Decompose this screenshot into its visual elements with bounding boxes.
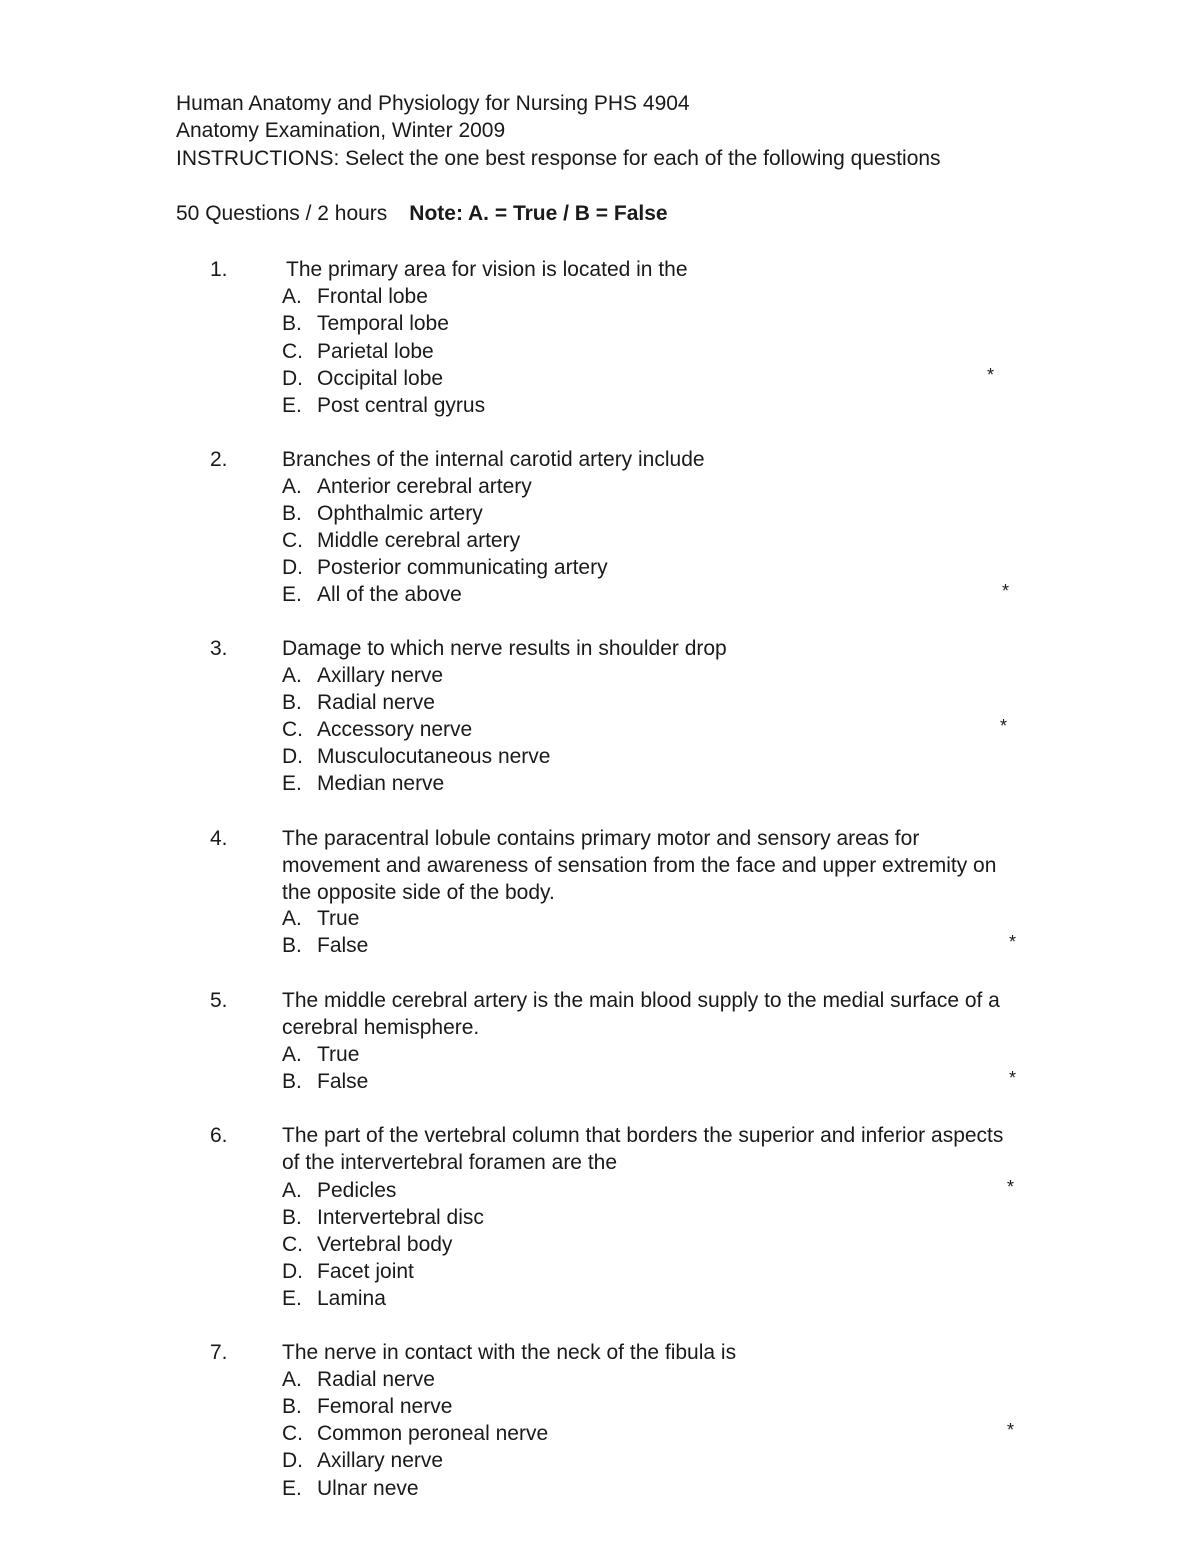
option-text: Parietal lobe xyxy=(317,340,434,363)
option-letter: E. xyxy=(282,583,302,606)
option-text: Radial nerve xyxy=(317,1368,435,1391)
option-text: Intervertebral disc xyxy=(317,1206,484,1229)
option-letter: E. xyxy=(282,772,302,795)
option-letter: C. xyxy=(282,718,303,741)
option-letter: B. xyxy=(282,1395,302,1418)
option-text: Vertebral body xyxy=(317,1233,453,1256)
option-letter: D. xyxy=(282,367,303,390)
option-letter: D. xyxy=(282,745,303,768)
question-text: Branches of the internal carotid artery include xyxy=(282,448,705,471)
option-text: Axillary nerve xyxy=(317,1449,444,1472)
question-number: 4. xyxy=(210,827,228,850)
answer-mark: * xyxy=(1000,716,1008,736)
option-text: False xyxy=(317,934,369,957)
option-letter: A. xyxy=(282,1043,302,1066)
option-text: Occipital lobe xyxy=(317,367,444,390)
option-text: Axillary nerve xyxy=(317,664,444,687)
answer-mark: * xyxy=(1002,581,1010,601)
option-letter: A. xyxy=(282,1179,302,1202)
answer-mark: * xyxy=(987,365,995,385)
question-number: 7. xyxy=(210,1341,228,1364)
exam-title: Anatomy Examination, Winter 2009 xyxy=(176,119,506,142)
question-text: The primary area for vision is located in the xyxy=(286,258,688,281)
option-text: All of the above xyxy=(317,583,462,606)
answer-mark: * xyxy=(1007,1177,1015,1197)
option-letter: A. xyxy=(282,664,302,687)
option-letter: B. xyxy=(282,934,302,957)
option-text: True xyxy=(317,1043,360,1066)
option-text: Facet joint xyxy=(317,1260,414,1283)
option-letter: A. xyxy=(282,1368,302,1391)
option-text: Radial nerve xyxy=(317,691,435,714)
note: Note: A. = True / B = False xyxy=(409,202,668,225)
option-text: Ulnar neve xyxy=(317,1477,419,1500)
option-letter: A. xyxy=(282,285,302,308)
option-letter: D. xyxy=(282,556,303,579)
option-letter: E. xyxy=(282,394,302,417)
option-letter: E. xyxy=(282,1477,302,1500)
option-letter: D. xyxy=(282,1449,303,1472)
option-text: Pedicles xyxy=(317,1179,397,1202)
answer-mark: * xyxy=(1009,1068,1017,1088)
answer-mark: * xyxy=(1007,1420,1015,1440)
question-number: 5. xyxy=(210,989,228,1012)
option-letter: B. xyxy=(282,1070,302,1093)
instructions: INSTRUCTIONS: Select the one best response for each of the following questions xyxy=(176,147,941,170)
answer-mark: * xyxy=(1009,932,1017,952)
option-letter: A. xyxy=(282,907,302,930)
question-number: 1. xyxy=(210,258,228,281)
duration-line xyxy=(176,200,668,227)
option-letter: A. xyxy=(282,475,302,498)
option-letter: D. xyxy=(282,1260,303,1283)
question-number: 3. xyxy=(210,637,228,660)
option-letter: B. xyxy=(282,1206,302,1229)
option-text: Lamina xyxy=(317,1287,386,1310)
duration: 50 Questions / 2 hours xyxy=(176,202,388,225)
option-text: Accessory nerve xyxy=(317,718,473,741)
option-letter: C. xyxy=(282,529,303,552)
option-text: Post central gyrus xyxy=(317,394,486,417)
question-text: The paracentral lobule contains primary motor and sensory areas for movement and awareness of sensation from the face and upper extremity on the opposite side of the body. xyxy=(282,827,997,905)
question-text: The nerve in contact with the neck of the fibula is xyxy=(282,1341,737,1364)
option-letter: B. xyxy=(282,312,302,335)
option-text: Femoral nerve xyxy=(317,1395,453,1418)
question-text: The part of the vertebral column that borders the superior and inferior aspects of the intervertebral foramen are the xyxy=(282,1124,1004,1175)
option-text: Ophthalmic artery xyxy=(317,502,483,525)
option-letter: E. xyxy=(282,1287,302,1310)
option-letter: C. xyxy=(282,340,303,363)
course-title: Human Anatomy and Physiology for Nursing PHS 4904 xyxy=(176,92,690,115)
option-letter: B. xyxy=(282,502,302,525)
option-text: Temporal lobe xyxy=(317,312,449,335)
question-number: 2. xyxy=(210,448,228,471)
option-text: Median nerve xyxy=(317,772,445,795)
option-text: Common peroneal nerve xyxy=(317,1422,549,1445)
question-text: Damage to which nerve results in shoulder drop xyxy=(282,637,727,660)
option-text: Frontal lobe xyxy=(317,285,428,308)
option-letter: C. xyxy=(282,1233,303,1256)
option-text: Posterior communicating artery xyxy=(317,556,608,579)
option-text: Musculocutaneous nerve xyxy=(317,745,551,768)
question-text: The middle cerebral artery is the main blood supply to the medial surface of a cerebral hemisphere. xyxy=(282,989,1000,1040)
option-letter: C. xyxy=(282,1422,303,1445)
option-text: Anterior cerebral artery xyxy=(317,475,532,498)
question-number: 6. xyxy=(210,1124,228,1147)
option-letter: B. xyxy=(282,691,302,714)
option-text: Middle cerebral artery xyxy=(317,529,521,552)
option-text: False xyxy=(317,1070,369,1093)
option-text: True xyxy=(317,907,360,930)
